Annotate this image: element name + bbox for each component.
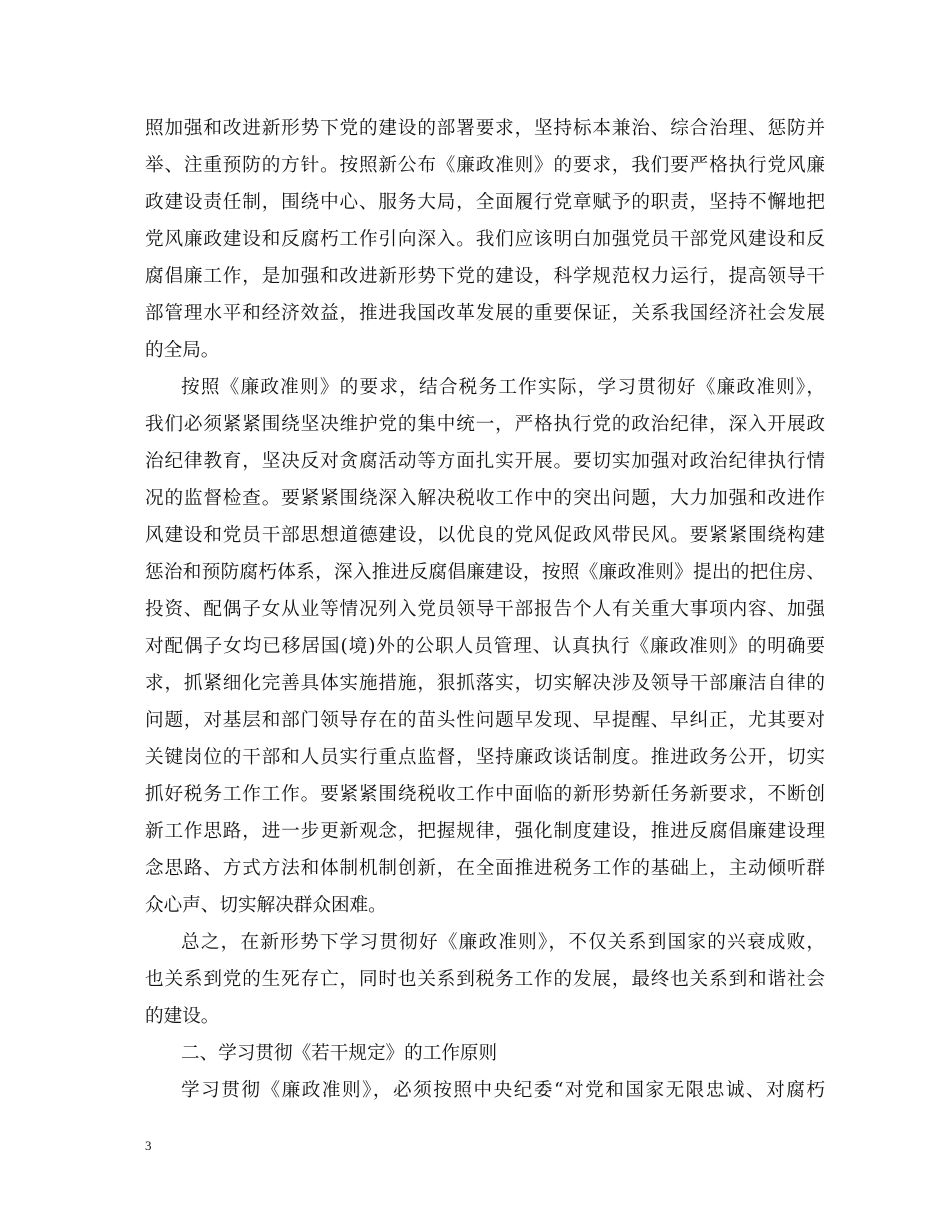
text-line: 举、注重预防的方针。按照新公布《廉政准则》的要求，我们要严格执行党风廉 (145, 155, 825, 176)
text-line: 念思路、方式方法和体制机制创新，在全面推进税务工作的基础上，主动倾听群 (145, 858, 825, 879)
section-heading: 二、学习贯彻《若干规定》的工作原则 (181, 1043, 498, 1064)
text-line: 新工作思路，进一步更新观念，把握规律，强化制度建设，推进反腐倡廉建设理 (145, 821, 825, 842)
text-line: 部管理水平和经济效益，推进我国改革发展的重要保证，关系我国经济社会发展 (145, 303, 825, 324)
text-line: 政建设责任制，围绕中心、服务大局，全面履行党章赋予的职责，坚持不懈地把 (145, 192, 825, 213)
text-line: 问题，对基层和部门领导存在的苗头性问题早发现、早提醒、早纠正，尤其要对 (145, 710, 825, 731)
text-line: 的建设。 (145, 1006, 220, 1027)
text-line: 总之，在新形势下学习贯彻好《廉政准则》，不仅关系到国家的兴衰成败， (181, 932, 825, 953)
text-line: 党风廉政建设和反腐朽工作引向深入。我们应该明白加强党员干部党风建设和反 (145, 229, 825, 250)
text-line: 众心声、切实解决群众困难。 (145, 895, 387, 916)
text-line: 抓好税务工作工作。要紧紧围绕税收工作中面临的新形势新任务新要求，不断创 (145, 784, 825, 805)
text-line: 我们必须紧紧围绕坚决维护党的集中统一，严格执行党的政治纪律，深入开展政 (145, 414, 825, 435)
text-line: 的全局。 (145, 340, 220, 361)
page-number: 3 (145, 1138, 152, 1153)
text-line: 学习贯彻《廉政准则》，必须按照中央纪委“对党和国家无限忠诚、对腐朽 (181, 1080, 825, 1101)
text-line: 按照《廉政准则》的要求，结合税务工作实际，学习贯彻好《廉政准则》， (181, 377, 825, 398)
text-line: 关键岗位的干部和人员实行重点监督，坚持廉政谈话制度。推进政务公开，切实 (145, 747, 825, 768)
text-line: 治纪律教育，坚决反对贪腐活动等方面扎实开展。要切实加强对政治纪律执行情 (145, 451, 825, 472)
text-line: 求，抓紧细化完善具体实施措施，狠抓落实，切实解决涉及领导干部廉洁自律的 (145, 673, 825, 694)
text-line: 腐倡廉工作，是加强和改进新形势下党的建设，科学规范权力运行，提高领导干 (145, 266, 825, 287)
text-line: 也关系到党的生死存亡，同时也关系到税务工作的发展，最终也关系到和谐社会 (145, 969, 825, 990)
text-line: 况的监督检查。要紧紧围绕深入解决税收工作中的突出问题，大力加强和改进作 (145, 488, 825, 509)
text-line: 投资、配偶子女从业等情况列入党员领导干部报告个人有关重大事项内容、加强 (145, 599, 825, 620)
text-line: 对配偶子女均已移居国(境)外的公职人员管理、认真执行《廉政准则》的明确要 (145, 636, 825, 657)
text-line: 照加强和改进新形势下党的建设的部署要求，坚持标本兼治、综合治理、惩防并 (145, 118, 825, 139)
text-line: 风建设和党员干部思想道德建设，以优良的党风促政风带民风。要紧紧围绕构建 (145, 525, 825, 546)
text-line: 惩治和预防腐朽体系，深入推进反腐倡廉建设，按照《廉政准则》提出的把住房、 (145, 562, 825, 583)
